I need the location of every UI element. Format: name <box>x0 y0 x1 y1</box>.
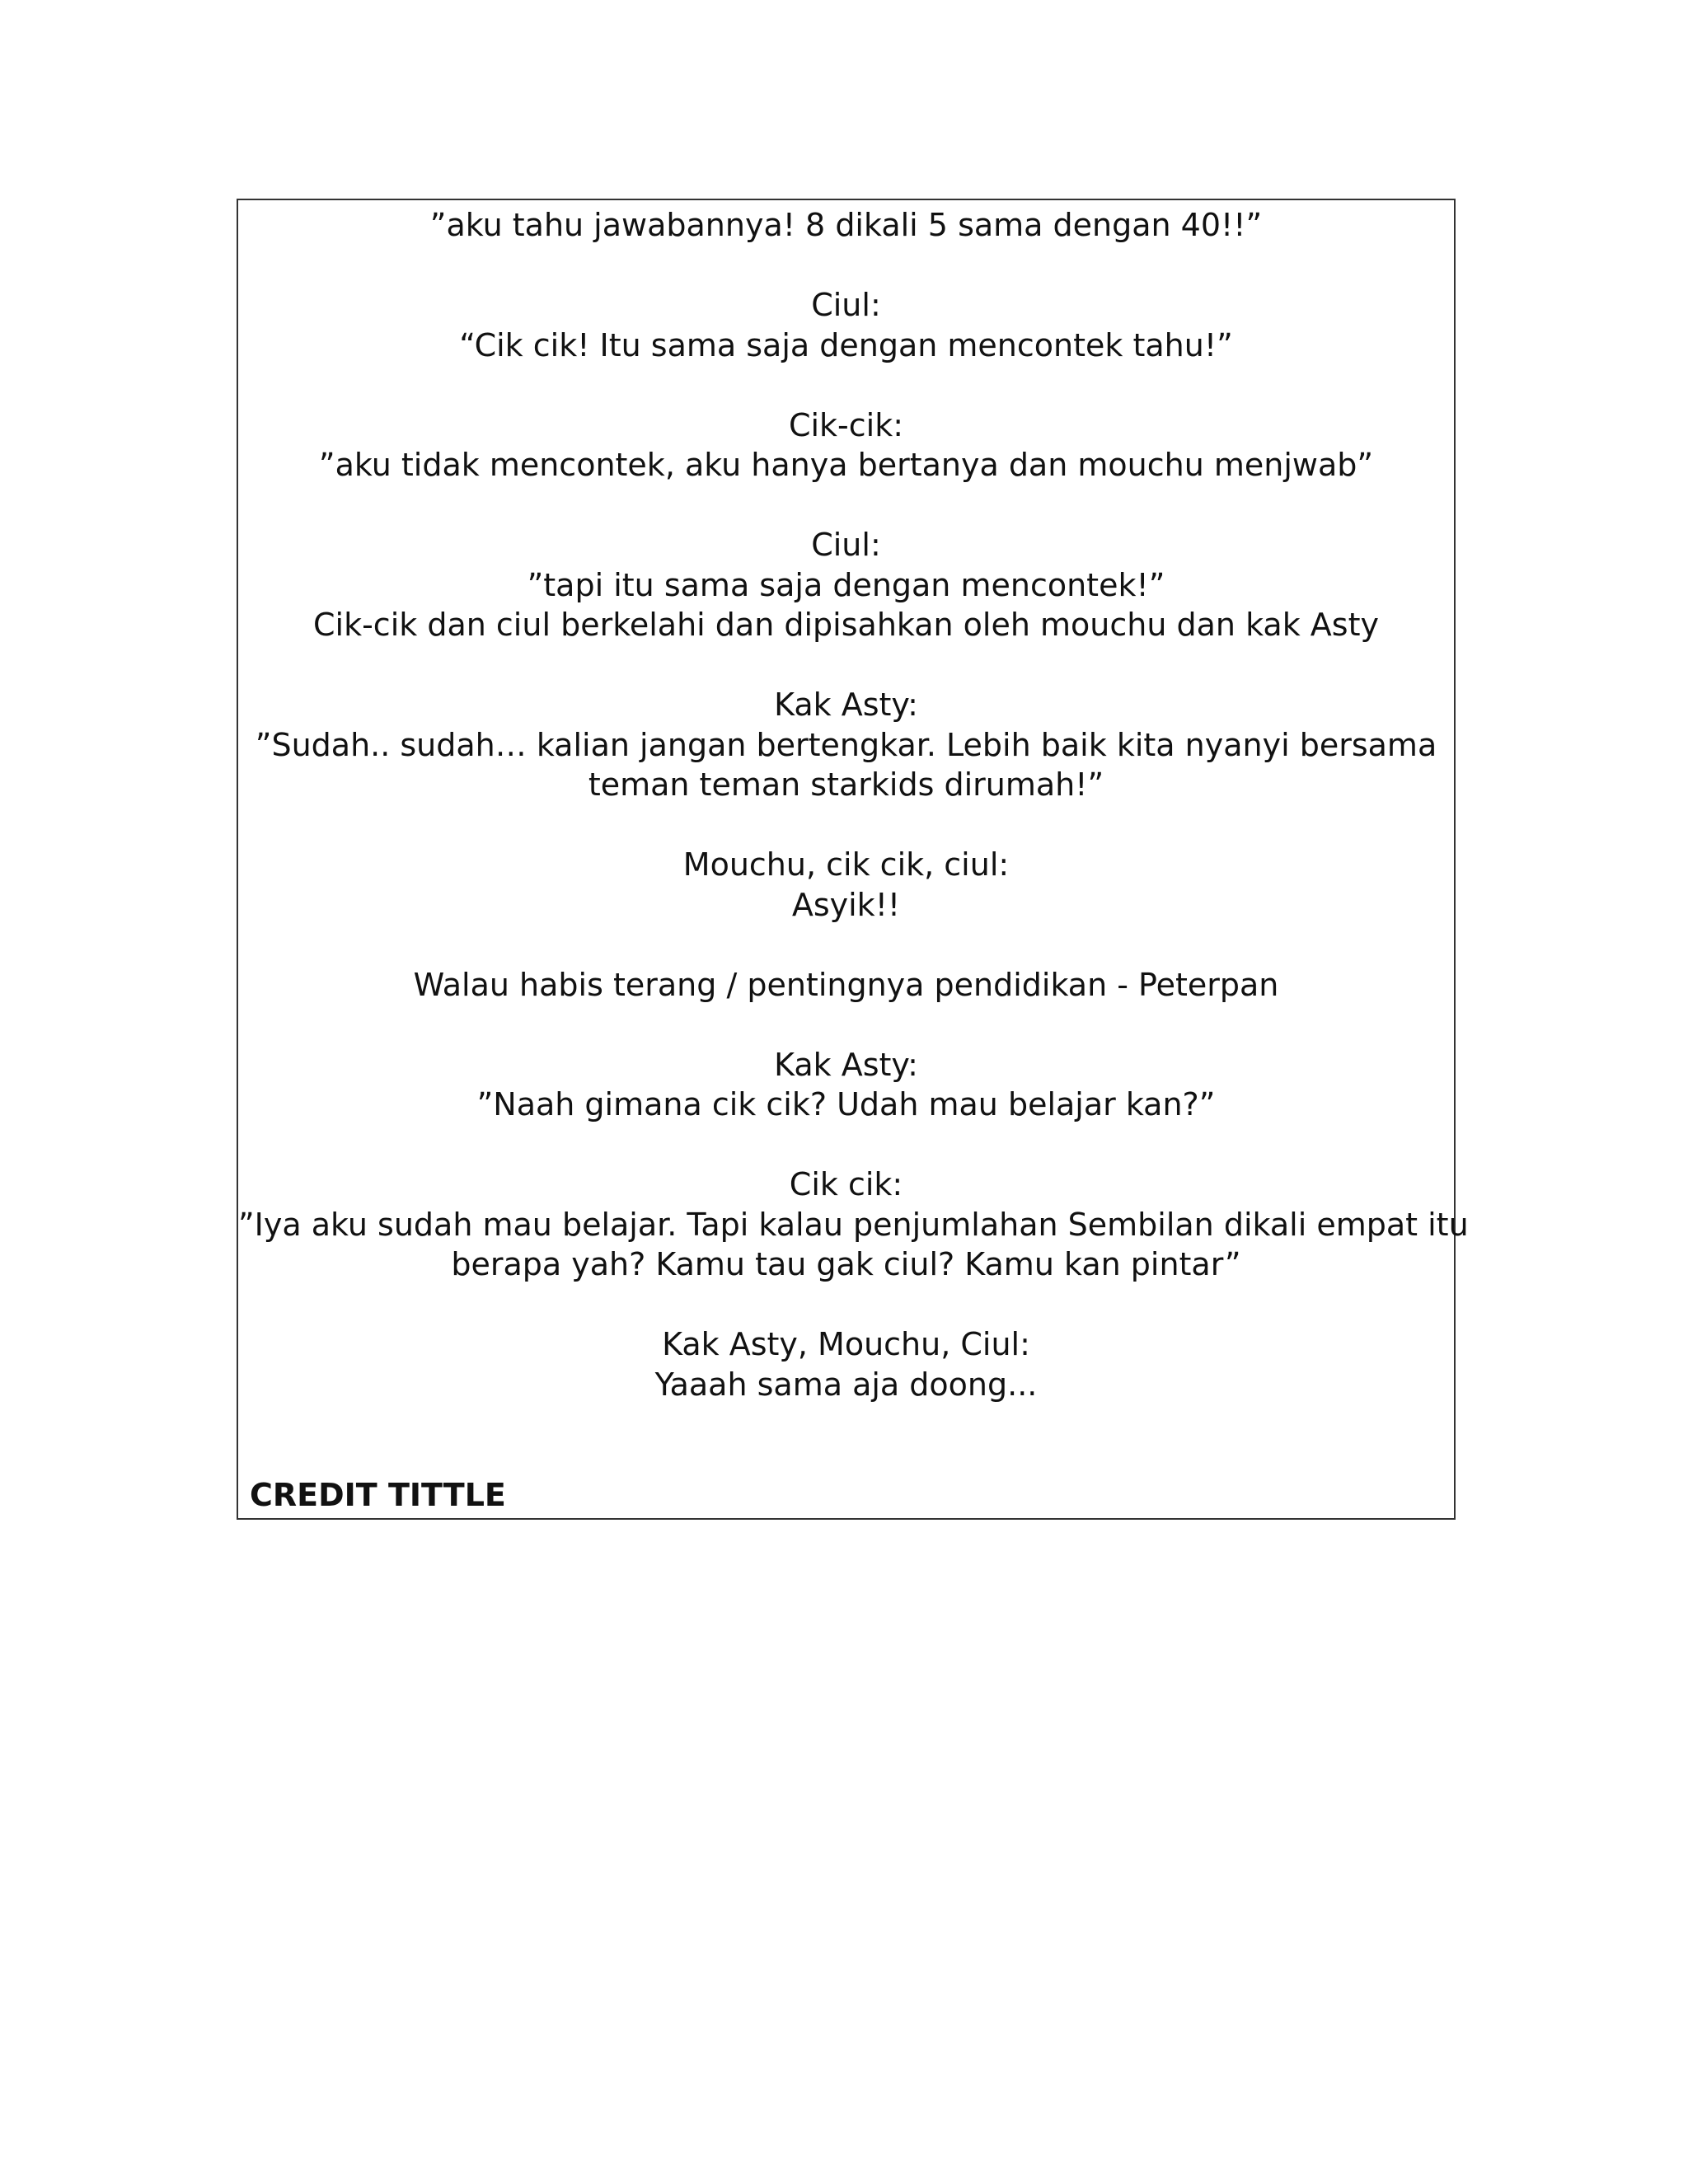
speaker-name: Cik cik: <box>789 1166 903 1202</box>
dialogue-line: ”aku tidak mencontek, aku hanya bertanya dan mouchu menjwab” <box>318 447 1374 483</box>
script-body <box>238 205 1469 1404</box>
speaker-name: Kak Asty: <box>774 1046 918 1083</box>
dialogue-line: “Cik cik! Itu sama saja dengan mencontek tahu!” <box>459 326 1233 363</box>
song-title: Walau habis terang / pentingnya pendidikan - Peterpan <box>413 966 1279 1003</box>
speaker-name: Ciul: <box>811 527 881 563</box>
dialogue-block <box>238 205 1454 246</box>
dialogue-block <box>238 845 1454 925</box>
speaker-name: Kak Asty: <box>774 687 918 723</box>
dialogue-line: ”aku tahu jawabannya! 8 dikali 5 sama dengan 40!!” <box>429 207 1263 243</box>
dialogue-block <box>238 405 1454 485</box>
credit-title: CREDIT TITTLE <box>250 1477 506 1513</box>
speaker-name: Kak Asty, Mouchu, Ciul: <box>662 1326 1030 1362</box>
dialogue-line: ”tapi itu sama saja dengan mencontek!” <box>527 566 1165 603</box>
dialogue-block <box>238 285 1454 365</box>
dialogue-line: ”Sudah.. sudah… kalian jangan bertengkar. Lebih baik kita nyanyi bersama <box>255 726 1437 763</box>
dialogue-block <box>238 525 1454 645</box>
dialogue-block <box>238 685 1454 805</box>
dialogue-block <box>238 1324 1454 1404</box>
speaker-name: Cik-cik: <box>788 406 904 443</box>
song-block <box>238 965 1454 1005</box>
speaker-name: Ciul: <box>811 287 881 323</box>
dialogue-line: ”Naah gimana cik cik? Udah mau belajar kan?” <box>476 1086 1216 1122</box>
dialogue-line: Yaaah sama aja doong... <box>654 1366 1038 1403</box>
dialogue-line: ”Iya aku sudah mau belajar. Tapi kalau penjumlahan Sembilan dikali empat itu <box>238 1206 1469 1243</box>
dialogue-block <box>238 1165 1469 1285</box>
stage-direction: Cik-cik dan ciul berkelahi dan dipisahkan oleh mouchu dan kak Asty <box>313 607 1379 643</box>
dialogue-line: berapa yah? Kamu tau gak ciul? Kamu kan pintar” <box>451 1246 1241 1282</box>
speaker-name: Mouchu, cik cik, ciul: <box>682 846 1010 883</box>
script-frame <box>237 199 1469 1520</box>
dialogue-block <box>238 1045 1454 1125</box>
dialogue-line: teman teman starkids dirumah!” <box>588 766 1104 803</box>
dialogue-line: Asyik!! <box>791 886 901 923</box>
